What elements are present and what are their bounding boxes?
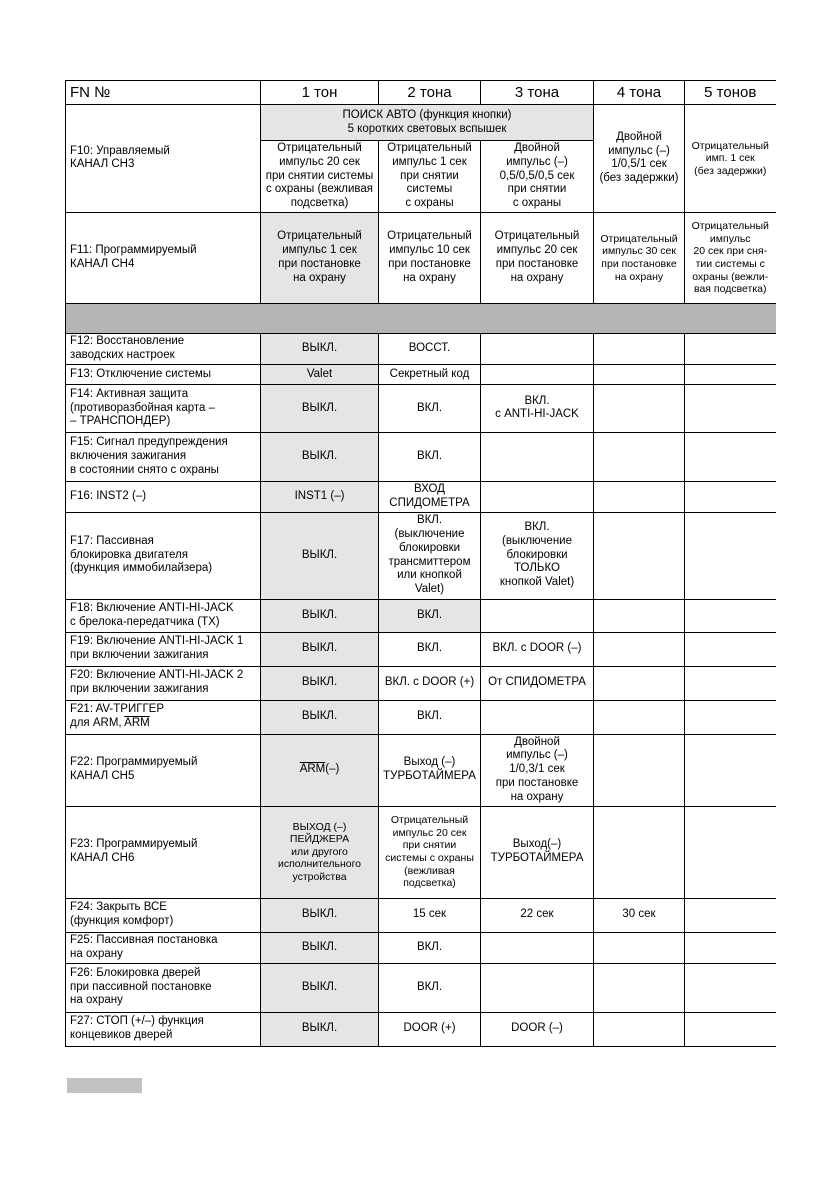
f21-tone-4 [594,700,685,734]
f15-tone-4 [594,432,685,481]
f11-tone-2: Отрицательный импульс 10 сек при постановке на охрану [379,212,481,303]
f21-tone-5 [685,700,776,734]
f25-label: F25: Пассивная постановка на охрану [66,932,261,963]
f12-tone-4 [594,333,685,364]
f26-tone-5 [685,963,776,1012]
header-tone-5: 5 тонов [685,81,776,105]
f22-tone-5 [685,734,776,806]
f26-tone-1: ВЫКЛ. [261,963,379,1012]
f27-tone-2: DOOR (+) [379,1012,481,1046]
f14-tone-5 [685,384,776,432]
f22-tone-1 [261,734,379,806]
section-separator [66,303,776,333]
f24-tone-3: 22 сек [481,898,594,932]
f11-label: F11: Программируемый КАНАЛ CH4 [66,212,261,303]
f13-tone-4 [594,364,685,384]
f15-tone-1: ВЫКЛ. [261,432,379,481]
f20-tone-2: ВКЛ. с DOOR (+) [379,666,481,700]
f26-tone-2: ВКЛ. [379,963,481,1012]
f18-tone-1: ВЫКЛ. [261,599,379,632]
f10-tone-1: Отрицательный импульс 20 сек при снятии системы с охраны (вежливая подсветка) [261,141,379,213]
f19-tone-5 [685,632,776,666]
table-row-f21 [66,700,776,734]
f25-tone-1: ВЫКЛ. [261,932,379,963]
f15-tone-3 [481,432,594,481]
f23-tone-3: Выход(–) ТУРБОТАЙМЕРА [481,806,594,898]
f21-label-arm-inverted: $\overline{ARM}$ [124,717,150,730]
f18-tone-5 [685,599,776,632]
f16-tone-3 [481,481,594,512]
table-row-f18 [66,599,776,632]
f19-tone-4 [594,632,685,666]
f22-tone-4 [594,734,685,806]
f10-tone-4: Двойной импульс (–) 1/0,5/1 сек (без задержки) [594,105,685,213]
f18-label: F18: Включение ANTI-HI-JACK с брелока-передатчика (TX) [66,599,261,632]
f21-tone-1: ВЫКЛ. [261,700,379,734]
f19-label: F19: Включение ANTI-HI-JACK 1 при включении зажигания [66,632,261,666]
f10-tone-2: Отрицательный импульс 1 сек при снятии системы с охраны [379,141,481,213]
header-tone-1: 1 тон [261,81,379,105]
f10-tone-5: Отрицательный имп. 1 сек (без задержки) [685,105,776,213]
f22-label: F22: Программируемый КАНАЛ CH5 [66,734,261,806]
table-row-f12 [66,333,776,364]
f11-tone-5: Отрицательный импульс 20 сек при сня- тии системы с охраны (вежли- вая подсветка) [685,212,776,303]
f20-tone-1: ВЫКЛ. [261,666,379,700]
f16-tone-1: INST1 (–) [261,481,379,512]
f18-tone-2: ВКЛ. [379,599,481,632]
f16-tone-2: ВХОД СПИДОМЕТРА [379,481,481,512]
f12-tone-5 [685,333,776,364]
f14-tone-1: ВЫКЛ. [261,384,379,432]
header-tone-3: 3 тона [481,81,594,105]
f26-tone-4 [594,963,685,1012]
f13-tone-5 [685,364,776,384]
table-row-f17 [66,512,776,599]
f25-tone-5 [685,932,776,963]
table-row-f23 [66,806,776,898]
f19-tone-1: ВЫКЛ. [261,632,379,666]
f17-tone-4 [594,512,685,599]
f15-tone-5 [685,432,776,481]
f18-tone-3 [481,599,594,632]
separator-bar [66,303,776,333]
f12-tone-2: ВОССТ. [379,333,481,364]
header-tone-2: 2 тона [379,81,481,105]
f20-tone-3: От СПИДОМЕТРА [481,666,594,700]
f21-label-line2: для ARM, [70,717,125,730]
f16-label: F16: INST2 (–) [66,481,261,512]
f23-tone-5 [685,806,776,898]
f14-label: F14: Активная защита (противоразбойная карта – – ТРАНСПОНДЕР) [66,384,261,432]
f18-tone-4 [594,599,685,632]
f19-tone-3: ВКЛ. с DOOR (–) [481,632,594,666]
f13-tone-1: Valet [261,364,379,384]
f22-tone-1-arm: $\overline{ARM}$ [299,763,326,776]
f12-tone-3 [481,333,594,364]
f17-tone-3: ВКЛ. (выключение блокировки ТОЛЬКО кнопкой Valet) [481,512,594,599]
f23-tone-4 [594,806,685,898]
page-footer-bar [67,1078,142,1093]
f13-label: F13: Отключение системы [66,364,261,384]
f24-tone-4: 30 сек [594,898,685,932]
f27-tone-1: ВЫКЛ. [261,1012,379,1046]
f23-tone-2: Отрицательный импульс 20 сек при снятии системы с охраны (вежливая подсветка) [379,806,481,898]
table-row-f26 [66,963,776,1012]
f10-search-car: ПОИСК АВТО (функция кнопки) 5 коротких световых вспышек [261,105,594,141]
f24-label: F24: Закрыть ВСЕ (функция комфорт) [66,898,261,932]
f25-tone-2: ВКЛ. [379,932,481,963]
f16-tone-5 [685,481,776,512]
f14-tone-2: ВКЛ. [379,384,481,432]
f16-tone-4 [594,481,685,512]
f22-tone-2: Выход (–) ТУРБОТАЙМЕРА [379,734,481,806]
table-row-f27 [66,1012,776,1046]
f27-tone-5 [685,1012,776,1046]
f27-tone-3: DOOR (–) [481,1012,594,1046]
table-row-f14 [66,384,776,432]
header-tone-4: 4 тона [594,81,685,105]
function-table [65,80,776,1047]
table-row-f16 [66,481,776,512]
f21-tone-3 [481,700,594,734]
f15-label: F15: Сигнал предупреждения включения зажигания в состоянии снято с охраны [66,432,261,481]
f12-label: F12: Восстановление заводских настроек [66,333,261,364]
f21-label [66,700,261,734]
f14-tone-3: ВКЛ. с ANTI-HI-JACK [481,384,594,432]
table-row-f13 [66,364,776,384]
f21-tone-2: ВКЛ. [379,700,481,734]
table-row-f22 [66,734,776,806]
f17-label: F17: Пассивная блокировка двигателя (функция иммобилайзера) [66,512,261,599]
f15-tone-2: ВКЛ. [379,432,481,481]
f21-label-line1: F21: AV-ТРИГГЕР [70,703,165,716]
f11-tone-3: Отрицательный импульс 20 сек при постановке на охрану [481,212,594,303]
f14-tone-4 [594,384,685,432]
f22-tone-3: Двойной импульс (–) 1/0,3/1 сек при постановке на охрану [481,734,594,806]
table-row-f24 [66,898,776,932]
f23-label: F23: Программируемый КАНАЛ CH6 [66,806,261,898]
f24-tone-2: 15 сек [379,898,481,932]
header-fn: FN № [66,81,261,105]
f25-tone-4 [594,932,685,963]
f23-tone-1: ВЫХОД (–) ПЕЙДЖЕРА или другого исполнительного устройства [261,806,379,898]
table-row-f19 [66,632,776,666]
f17-tone-1: ВЫКЛ. [261,512,379,599]
table-row-f20 [66,666,776,700]
f19-tone-2: ВКЛ. [379,632,481,666]
f27-label: F27: СТОП (+/–) функция концевиков дверей [66,1012,261,1046]
f20-label: F20: Включение ANTI-HI-JACK 2 при включении зажигания [66,666,261,700]
f10-tone-3: Двойной импульс (–) 0,5/0,5/0,5 сек при снятии с охраны [481,141,594,213]
f17-tone-5 [685,512,776,599]
f26-label: F26: Блокировка дверей при пассивной постановке на охрану [66,963,261,1012]
f13-tone-2: Секретный код [379,364,481,384]
f17-tone-2: ВКЛ. (выключение блокировки трансмиттером или кнопкой Valet) [379,512,481,599]
table-row-f25 [66,932,776,963]
f11-tone-1: Отрицательный импульс 1 сек при постановке на охрану [261,212,379,303]
f27-tone-4 [594,1012,685,1046]
f25-tone-3 [481,932,594,963]
f13-tone-3 [481,364,594,384]
table-row-f10 [66,105,776,141]
f10-label: F10: Управляемый КАНАЛ CH3 [66,105,261,213]
table-row-f11 [66,212,776,303]
f24-tone-5 [685,898,776,932]
f20-tone-5 [685,666,776,700]
f11-tone-4: Отрицательный импульс 30 сек при постановке на охрану [594,212,685,303]
f12-tone-1: ВЫКЛ. [261,333,379,364]
f22-tone-1-suffix: (–) [325,763,340,776]
table-row-f15 [66,432,776,481]
f24-tone-1: ВЫКЛ. [261,898,379,932]
f20-tone-4 [594,666,685,700]
table-header-row [66,81,776,105]
f26-tone-3 [481,963,594,1012]
